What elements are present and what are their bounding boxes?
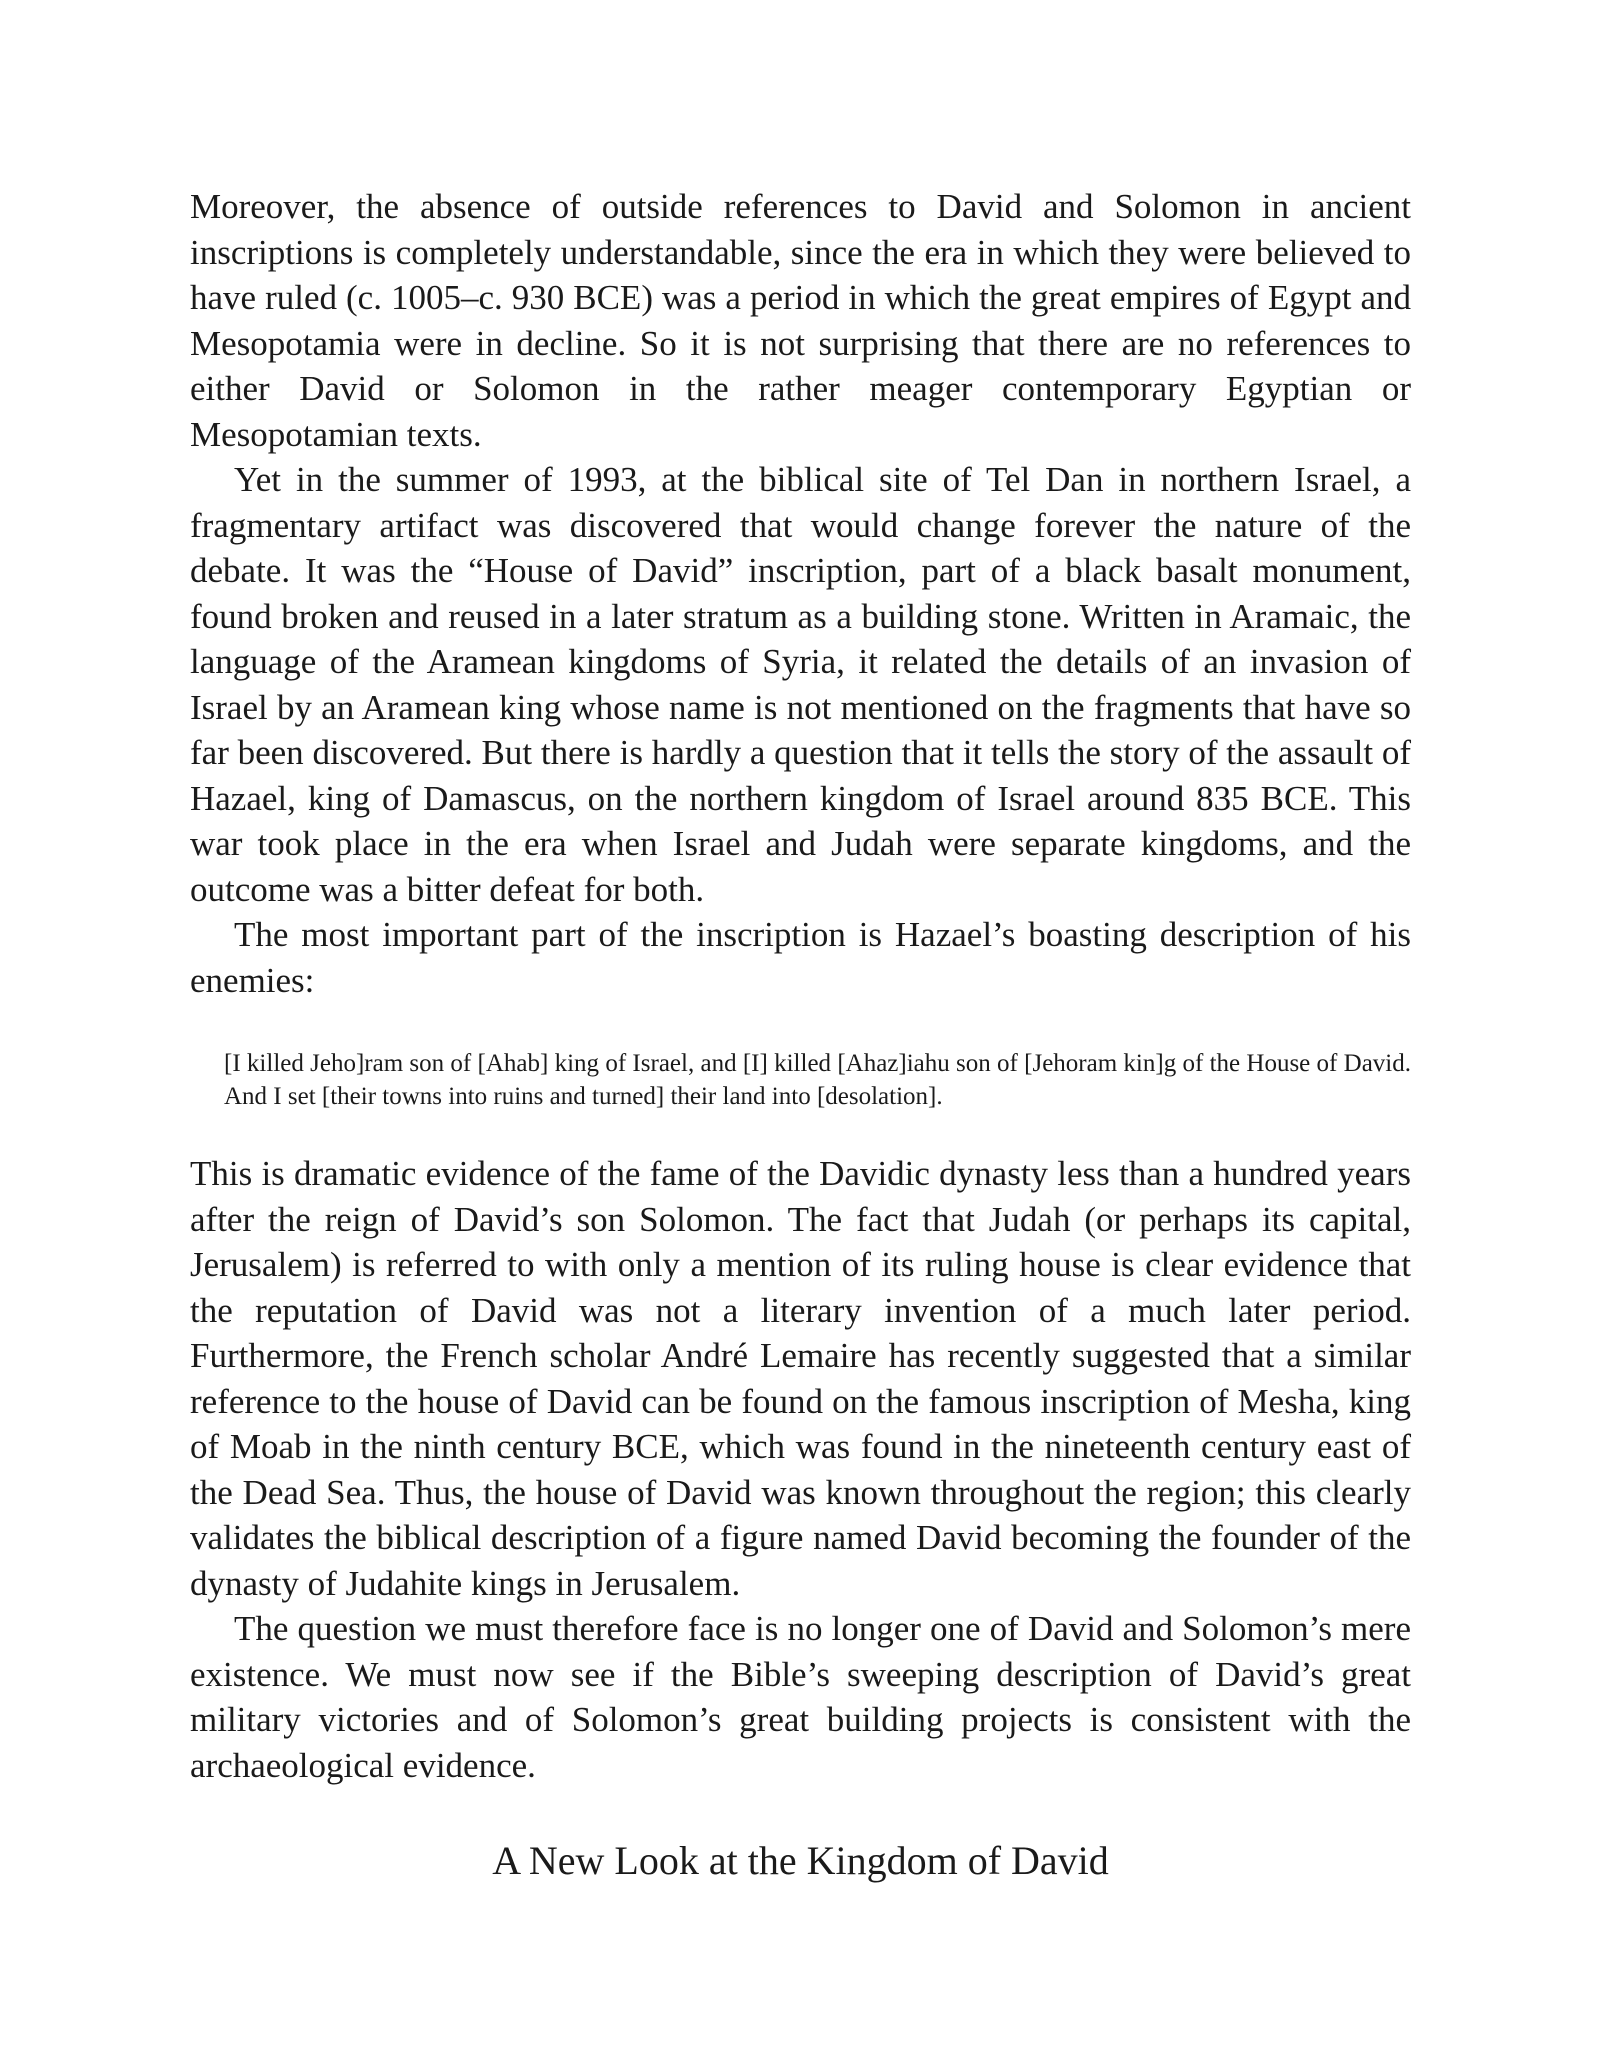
section-heading: A New Look at the Kingdom of David [492,1838,1109,1883]
block-quote-inscription: [I killed Jeho]ram son of [Ahab] king of Israel, and [I] killed [Ahaz]iahu son of [Jehoram kin]g of the House of David. And I set [their towns into ruins and turned] their land into [desolation]. [224,1050,1411,1110]
paragraph-hazael-boast: The most important part of the inscription is Hazael’s boasting description of his enemies: [190,915,1411,1000]
paragraph-davidic-dynasty-evidence: This is dramatic evidence of the fame of the Davidic dynasty less than a hundred years after the reign of David’s son Solomon. The fact that Judah (or perhaps its capital, Jerusalem) is referred to with only a mention of its ruling house is clear evidence that the reputation of David was not a literary invention of a much later period. Furthermore, the French scholar André Lemaire has recently suggested that a similar reference to the house of David can be found on the famous inscription of Mesha, king of Moab in the ninth century BCE, which was found in the nineteenth century east of the Dead Sea. Thus, the house of David was known throughout the region; this clearly validates the biblical description of a figure named David becoming the founder of the dynasty of Judahite kings in Jerusalem. [190,1154,1411,1603]
paragraph-tel-dan-discovery: Yet in the summer of 1993, at the biblical site of Tel Dan in northern Israel, a fragmentary artifact was discovered that would change forever the nature of the debate. It was the “House of David” inscription, part of a black basalt monument, found broken and reused in a later stratum as a building stone. Written in Aramaic, the language of the Aramean kingdoms of Syria, it related the details of an invasion of Israel by an Aramean king whose name is not mentioned on the fragments that have so far been discovered. But there is hardly a question that it tells the story of the assault of Hazael, king of Damascus, on the northern kingdom of Israel around 835 BCE. This war took place in the era when Israel and Judah were separate kingdoms, and the outcome was a bitter defeat for both. [190,460,1411,909]
paragraph-absence-of-references: Moreover, the absence of outside references to David and Solomon in ancient inscriptions is completely understandable, since the era in which they were believed to have ruled (c. 1005–c. 930 BCE) was a period in which the great empires of Egypt and Mesopotamia were in decline. So it is not surprising that there are no references to either David or Solomon in the rather meager contemporary Egyptian or Mesopotamian texts. [190,187,1411,454]
page-body [190,184,1411,1885]
paragraph-question-we-face: The question we must therefore face is no longer one of David and Solomon’s mere existence. We must now see if the Bible’s sweeping description of David’s great military victories and of Solomon’s great building projects is consistent with the archaeological evidence. [190,1609,1411,1785]
